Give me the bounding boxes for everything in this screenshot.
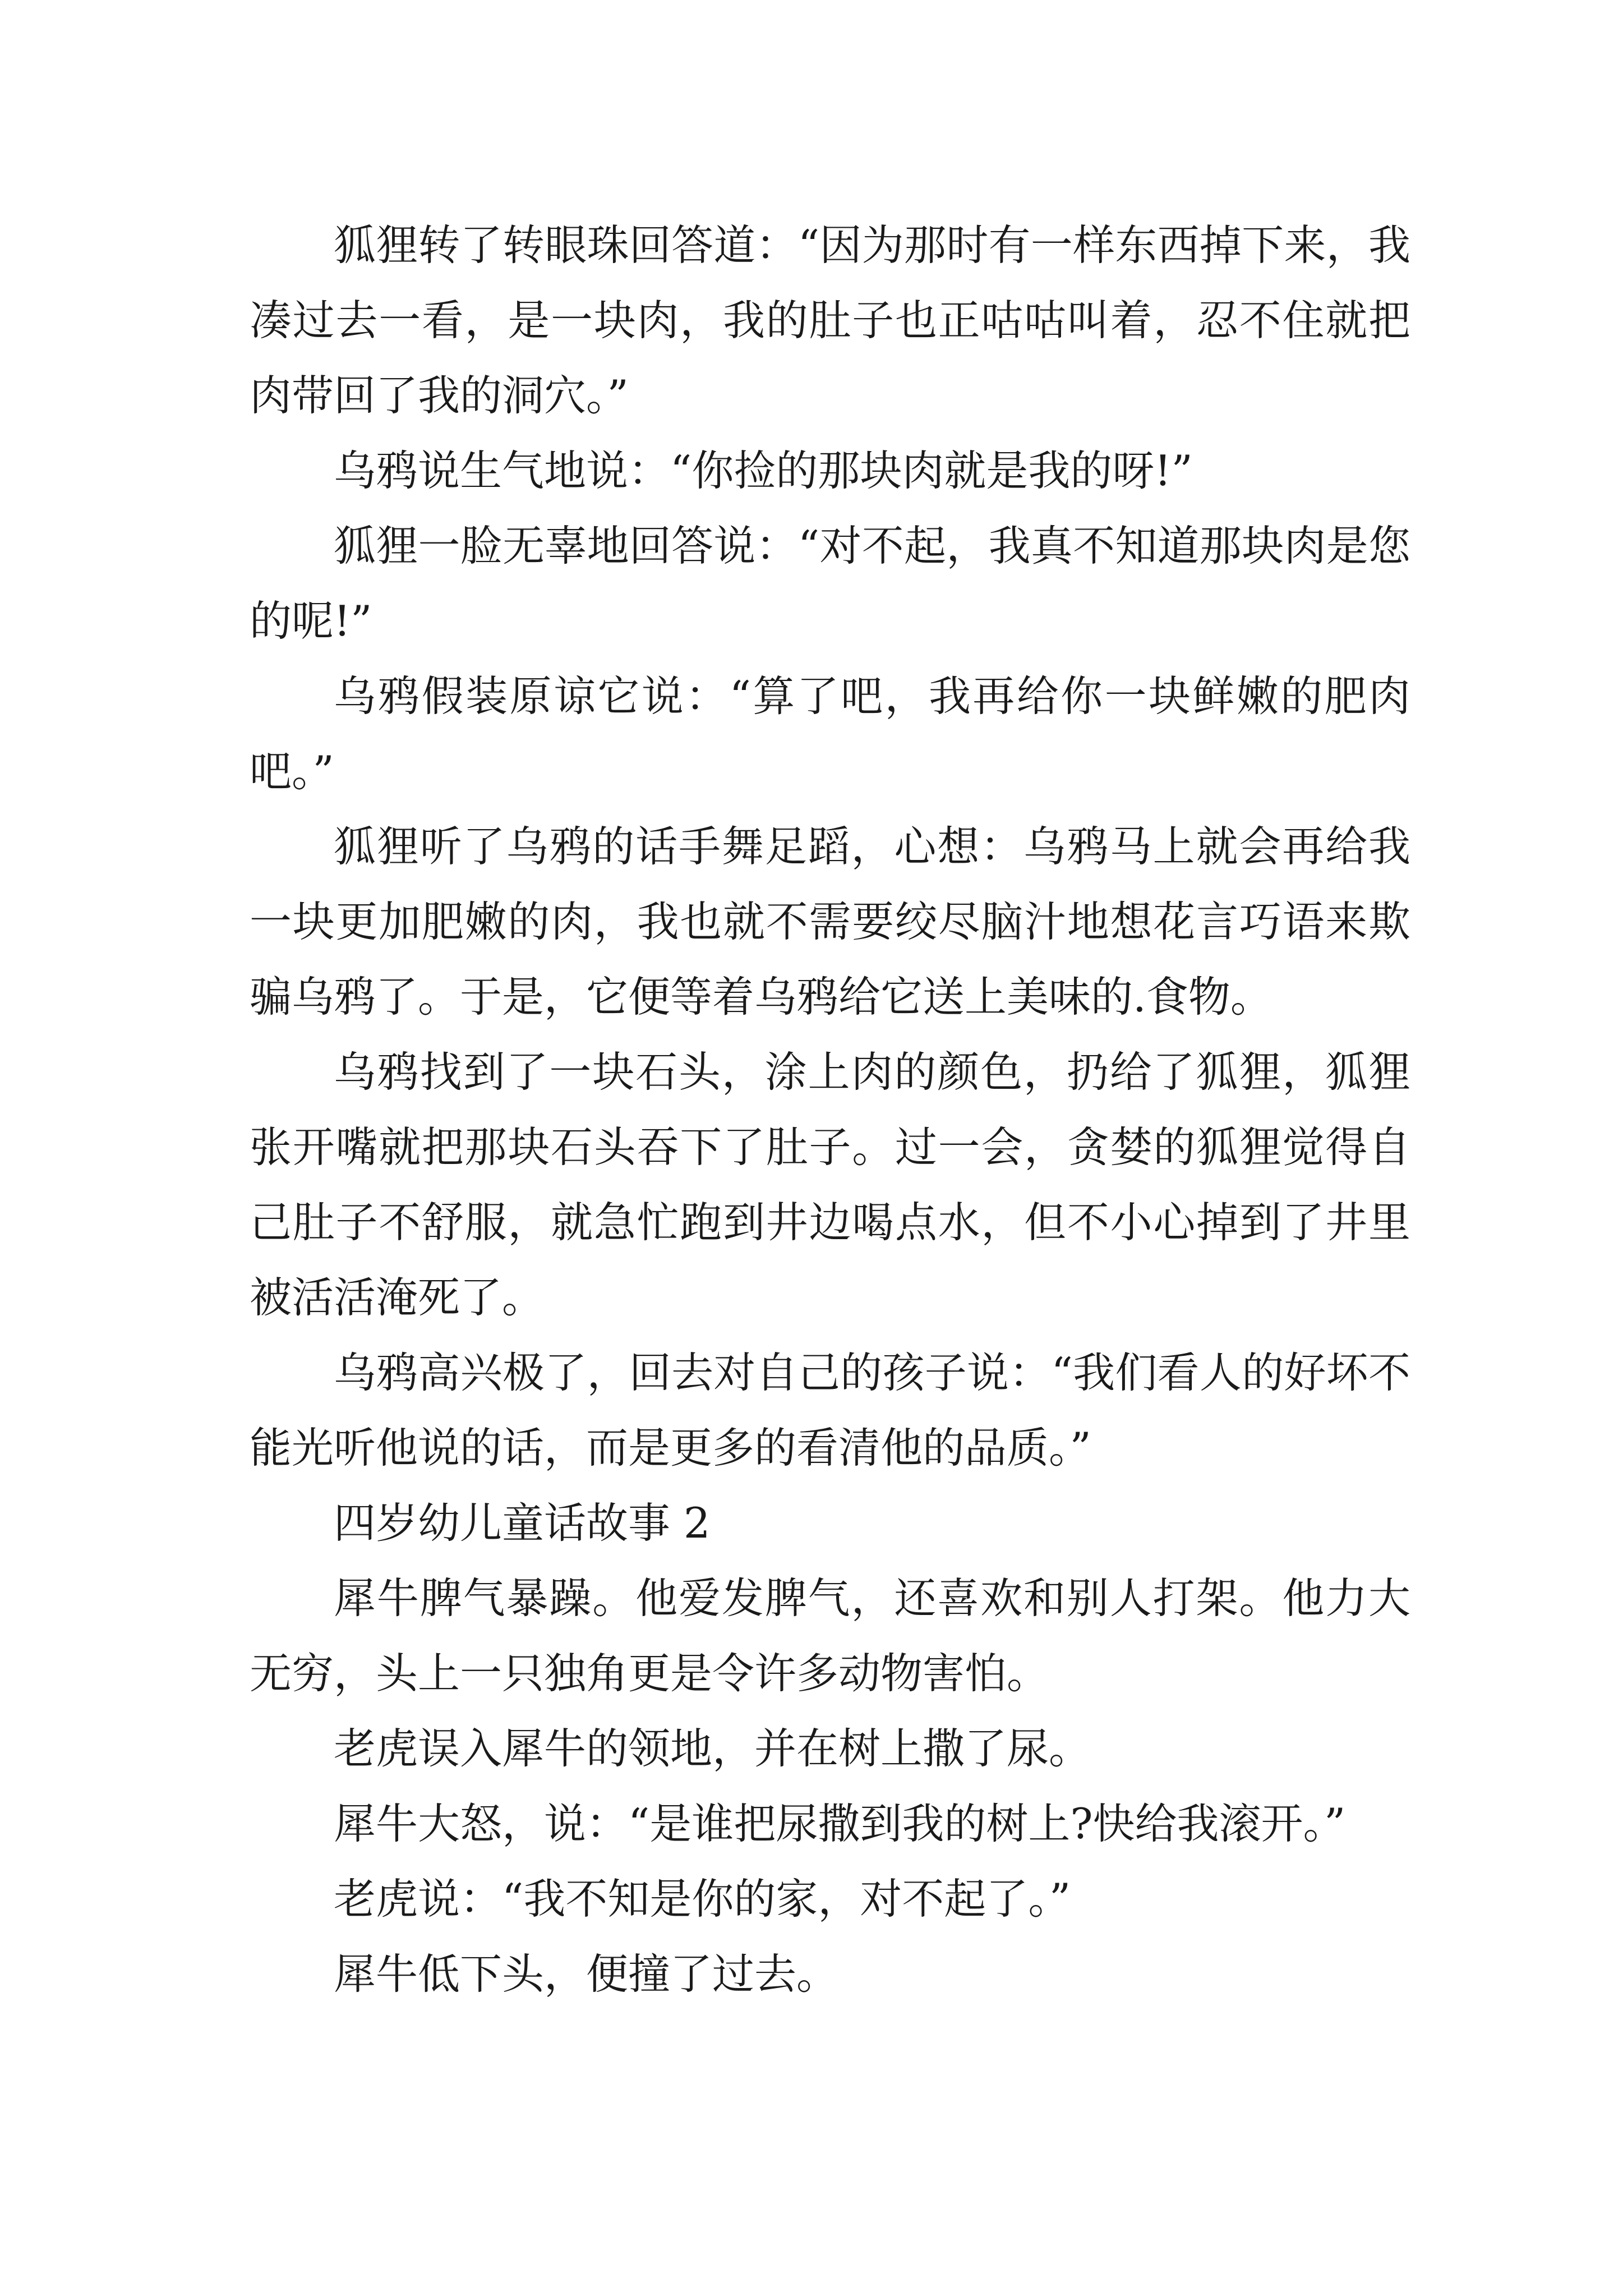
paragraph: 老虎误入犀牛的领地，并在树上撒了尿。 <box>334 1724 1091 1773</box>
paragraph: 犀牛低下头，便撞了过去。 <box>334 1949 839 1999</box>
paragraph: 狐狸听了乌鸦的话手舞足蹈，心想：乌鸦马上就会再给我一块更加肥嫩的肉，我也就不需要绞尽脑汁地想花言巧语来欺骗乌鸦了。于是，它便等着乌鸦给它送上美味的.食物。 <box>250 822 1410 1022</box>
paragraph: 犀牛大怒，说：“是谁把尿撒到我的树上?快给我滚开。” <box>334 1799 1346 1848</box>
story-text <box>250 208 1410 2012</box>
paragraph: 犀牛脾气暴躁。他爱发脾气，还喜欢和别人打架。他力大无穷，头上一只独角更是令许多动物害怕。 <box>250 1573 1410 1698</box>
paragraph: 乌鸦高兴极了，回去对自己的孩子说：“我们看人的好坏不能光听他说的话，而是更多的看清他的品质。” <box>250 1348 1410 1473</box>
paragraph: 乌鸦说生气地说：“你捡的那块肉就是我的呀!” <box>334 446 1193 495</box>
paragraph: 乌鸦假装原谅它说：“算了吧，我再给你一块鲜嫩的肥肉吧。” <box>250 671 1410 796</box>
paragraph: 狐狸一脸无辜地回答说：“对不起，我真不知道那块肉是您的呢!” <box>250 521 1410 646</box>
section-heading: 四岁幼儿童话故事 2 <box>334 1498 711 1548</box>
paragraph: 狐狸转了转眼珠回答道：“因为那时有一样东西掉下来，我凑过去一看，是一块肉，我的肚子也正咕咕叫着，忍不住就把肉带回了我的洞穴。” <box>250 220 1410 420</box>
paragraph: 乌鸦找到了一块石头，涂上肉的颜色，扔给了狐狸，狐狸张开嘴就把那块石头吞下了肚子。过一会，贪婪的狐狸觉得自己肚子不舒服，就急忙跑到井边喝点水，但不小心掉到了井里被活活淹死了。 <box>250 1047 1410 1322</box>
paragraph: 老虎说：“我不知是你的家，对不起了。” <box>334 1874 1071 1924</box>
